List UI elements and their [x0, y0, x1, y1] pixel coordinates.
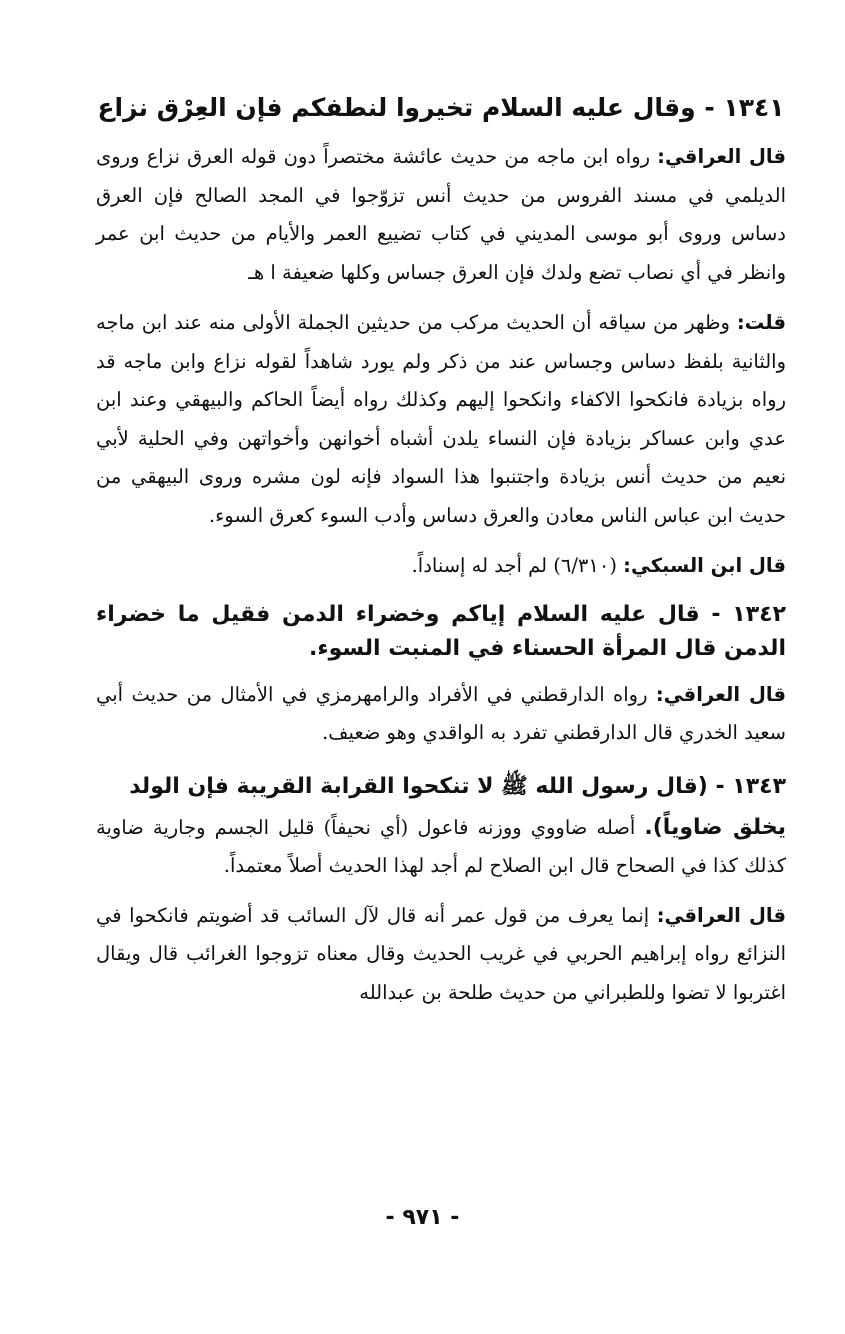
qultu-text: وظهر من سياقه أن الحديث مركب من حديثين الجملة الأولى منه عند ابن ماجه والثانية بلفظ دساس وجساس عند من ذكر ولم يورد شاهداً لقوله نزاع وابن ماجه قد رواه بزيادة فانكحوا الاكفاء وانكحوا إليهم وكذلك رواه أيضاً الحاكم والبيهقي وعند ابن عدي وابن عساكر بزيادة فإن النساء يلدن أشباه أخوانهن وأخواتهن وفي الحلية لأبي نعيم من حديث أنس بزيادة واجتنبوا هذا السواد فإنه لون مشره وروى البيهقي من حديث ابن عباس الناس معادن والعرق دساس وأدب السوء كعرق السوء. [96, 311, 786, 527]
hadith-1342-iraqi-paragraph [96, 676, 786, 753]
iraqi-text: رواه الدارقطني في الأفراد والرامهرمزي في الأمثال من حديث أبي سعيد الخدري قال الدارقطني تفرد به الواقدي وهو ضعيف. [96, 682, 786, 744]
hadith-1341-iraqi-paragraph [96, 138, 786, 292]
hadith-1343-iraqi-paragraph [96, 897, 786, 1013]
iraqi-label: قال العراقي: [656, 903, 786, 927]
page-body [96, 88, 786, 1024]
hadith-1343-heading: ١٣٤٣ - (قال رسول الله ﷺ لا تنكحوا القرابة القريبة فإن الولد [129, 773, 786, 799]
hadith-1341-heading: ١٣٤١ - وقال عليه السلام تخيروا لنطفكم فإن العِرْق نزاع [97, 93, 785, 122]
hadith-1342-heading: ١٣٤٢ - قال عليه السلام إياكم وخضراء الدمن فقيل ما خضراء الدمن قال المرأة الحسناء في المنبت السوء. [96, 601, 786, 661]
subki-label: قال ابن السبكي: [623, 554, 786, 577]
iraqi-text: إنما يعرف من قول عمر أنه قال لآل السائب قد أضويتم فانكحوا في النزائع رواه إبراهيم الحربي في غريب الحديث وقال معناه تزوجوا الغرائب قال ويقال اغتربوا لا تضوا وللطبراني من حديث طلحة بن عبدالله [96, 903, 786, 1004]
hadith-1343-explanation: أصله ضاووي ووزنه فاعول (أي نحيفاً) قليل الجسم وجارية ضاوية كذلك كذا في الصحاح قال ابن الصلاح لم أجد لهذا الحديث أصلاً معتمداً. [96, 815, 786, 877]
hadith-1343-explanation-paragraph [96, 809, 786, 885]
page-number: - ٩٧١ - [385, 1205, 460, 1230]
hadith-1341-subki-paragraph [96, 547, 786, 586]
iraqi-label: قال العراقي: [657, 145, 787, 168]
qultu-label: قلت: [736, 311, 786, 334]
hadith-1341-qultu-paragraph [96, 304, 786, 535]
subki-text: (٦/٣١٠) لم أجد له إسناداً. [411, 554, 617, 577]
iraqi-label: قال العراقي: [655, 682, 787, 706]
iraqi-text: رواه ابن ماجه من حديث عائشة مختصراً دون قوله العرق نزاع وروى الديلمي في مسند الفروس من حديث أنس تزوّجوا في المجد الصالح فإن العرق دساس وروى أبو موسى المديني في كتاب تضييع العمر والأيام من حديث ابن عمر وانظر في أي نصاب تضع ولدك فإن العرق جساس وكلها ضعيفة ا هـ [96, 145, 786, 284]
hadith-1343-heading-cont: يخلق ضاوياً). [644, 814, 786, 840]
